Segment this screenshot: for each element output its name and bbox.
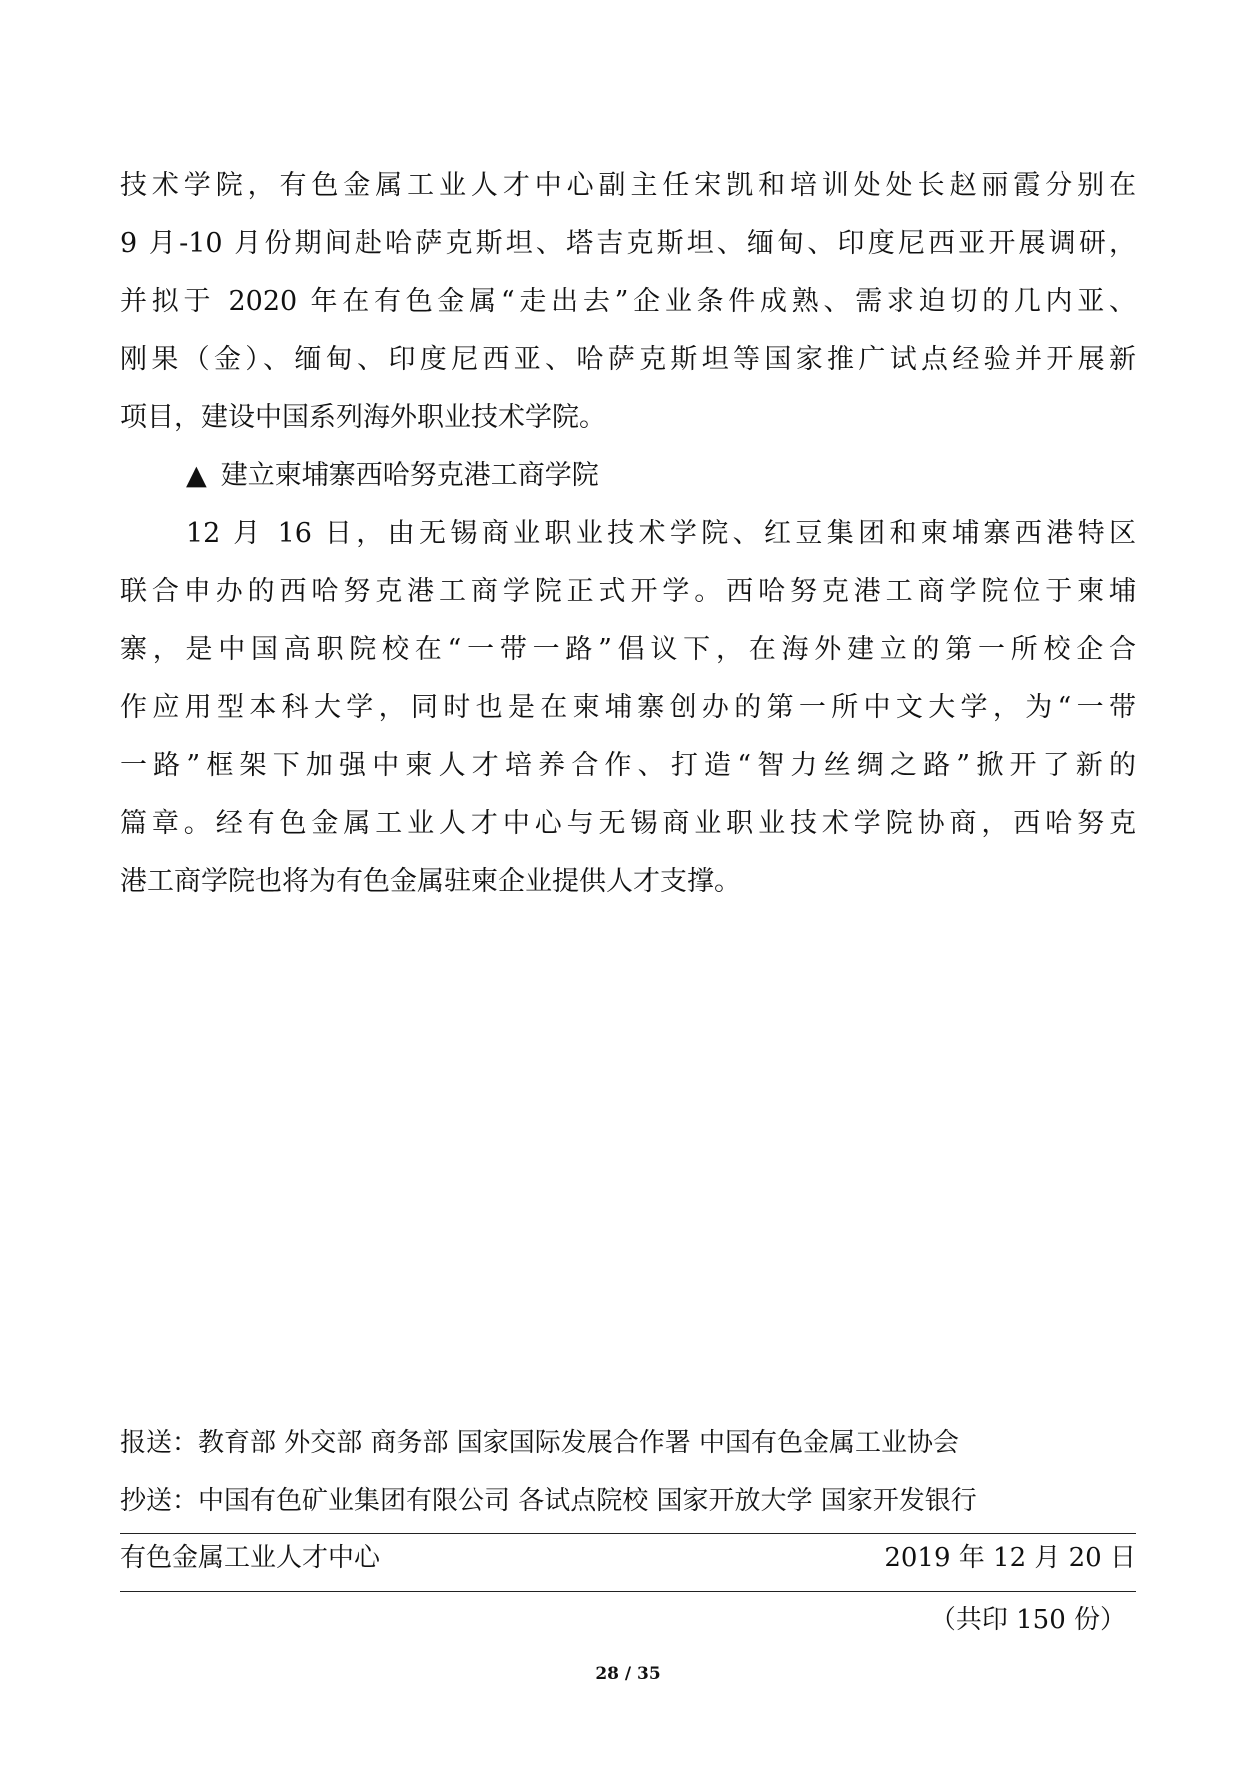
- body-line: 寨，是中国高职院校在“一带一路”倡议下，在海外建立的第一所校企合: [120, 634, 1136, 665]
- body-line: 12 月 16 日，由无锡商业职业技术学院、红豆集团和柬埔寨西港特区: [186, 518, 1136, 549]
- divider-top: [120, 1533, 1136, 1534]
- triangle-bullet-icon: ▲: [186, 460, 207, 491]
- body-line: 港工商学院也将为有色金属驻柬企业提供人才支撑。: [120, 866, 741, 897]
- body-line: 作应用型本科大学，同时也是在柬埔寨创办的第一所中文大学，为“一带: [120, 692, 1136, 723]
- print-copies: （共印 150 份）: [929, 1605, 1126, 1635]
- body-line: 并拟于 2020 年在有色金属“走出去”企业条件成熟、需求迫切的几内亚、: [120, 286, 1136, 317]
- body-line: 项目，建设中国系列海外职业技术学院。: [120, 402, 606, 433]
- body-line: 刚果（金）、缅甸、印度尼西亚、哈萨克斯坦等国家推广试点经验并开展新: [120, 344, 1136, 375]
- body-line: 联合申办的西哈努克港工商学院正式开学。西哈努克港工商学院位于柬埔: [120, 576, 1136, 607]
- issue-date: 2019 年 12 月 20 日: [884, 1543, 1136, 1573]
- issuer-name: 有色金属工业人才中心: [120, 1543, 381, 1573]
- body-line: 9 月-10 月份期间赴哈萨克斯坦、塔吉克斯坦、缅甸、印度尼西亚开展调研，: [120, 228, 1136, 259]
- copy-to-line: 抄送：中国有色矿业集团有限公司 各试点院校 国家开放大学 国家开发银行: [120, 1486, 977, 1516]
- body-line: 一路”框架下加强中柬人才培养合作、打造“智力丝绸之路”掀开了新的: [120, 750, 1136, 781]
- section-heading: [186, 458, 599, 494]
- body-line: 技术学院，有色金属工业人才中心副主任宋凯和培训处处长赵丽霞分别在: [120, 170, 1136, 201]
- report-to-line: 报送：教育部 外交部 商务部 国家国际发展合作署 中国有色金属工业协会: [120, 1428, 960, 1458]
- page-number: 28 / 35: [595, 1664, 661, 1684]
- section-heading-text: 建立柬埔寨西哈努克港工商学院: [220, 460, 599, 491]
- divider-bottom: [120, 1591, 1136, 1592]
- body-line: 篇章。经有色金属工业人才中心与无锡商业职业技术学院协商，西哈努克: [120, 808, 1136, 839]
